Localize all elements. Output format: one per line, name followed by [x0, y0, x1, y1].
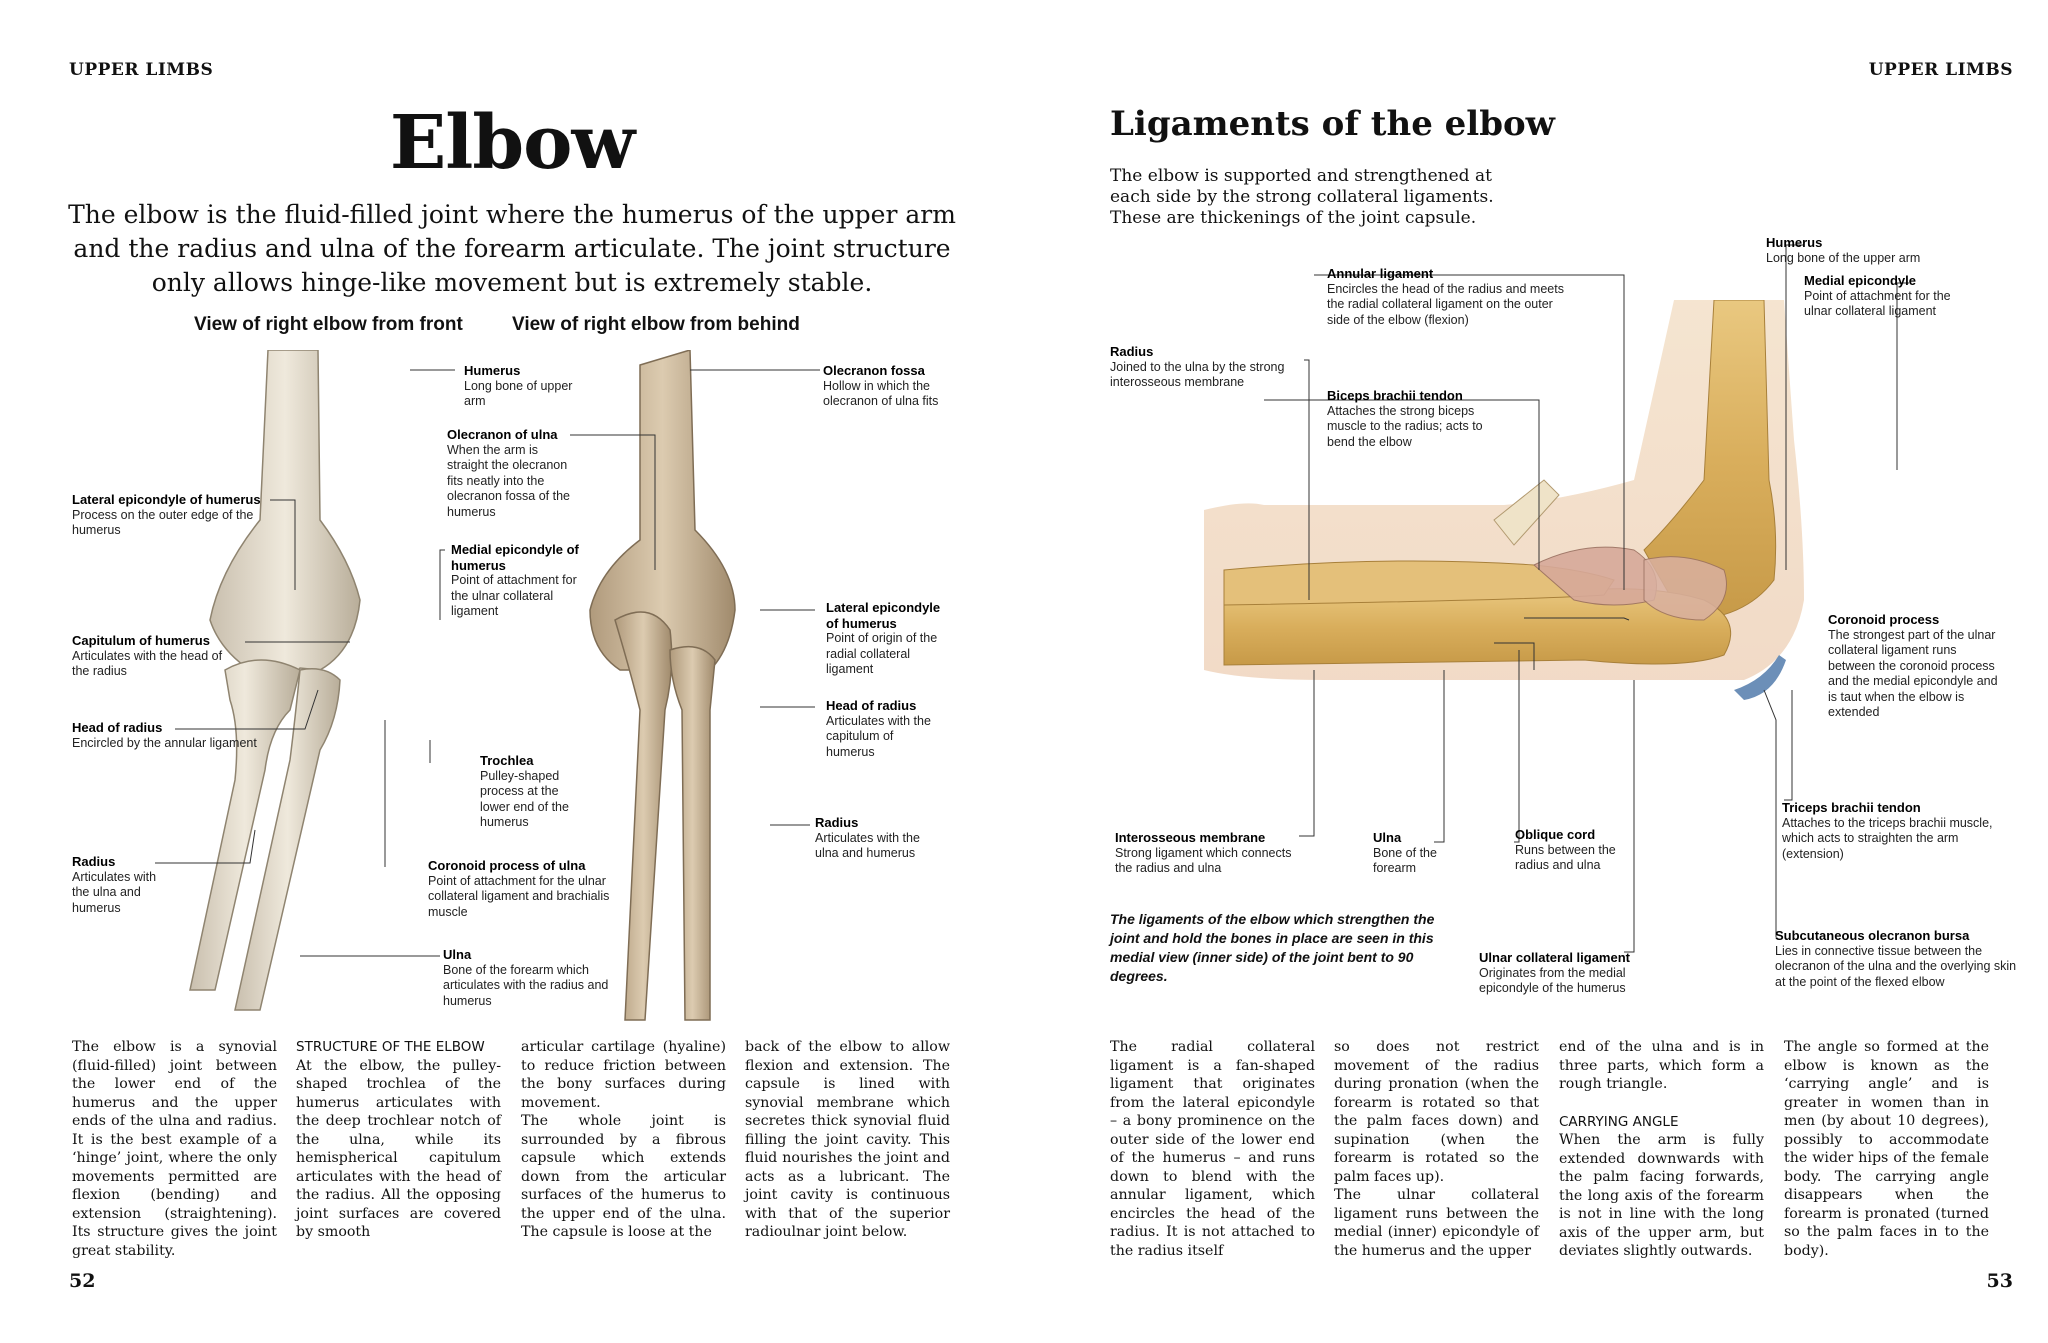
body-column-3: [1559, 1038, 1764, 1261]
body-column-3: articular cartilage (hyaline) to reduce friction between the bony surfaces during movement. The whole joint is surrounded by a fibrous capsule which extends down from the articular surfaces of the humerus to the upper end of the ulna. The capsule is loose at the: [521, 1039, 726, 1240]
section-heading: CARRYING ANGLE: [1559, 1113, 1679, 1130]
label-capitulum: Capitulum of humerus Articulates with the head of the radius: [72, 633, 223, 678]
label-head-of-radius-back: Head of radius Articulates with the capitulum of humerus: [826, 698, 931, 759]
label-olecranon-fossa: Olecranon fossa Hollow in which the olecranon of ulna fits: [823, 363, 939, 408]
label-humerus: Humerus Long bone of upper arm: [464, 363, 573, 408]
label-lateral-epicondyle-back: Lateral epicondyle of humerus Point of origin of the radial collateral ligament: [826, 600, 941, 676]
label-ulna: Ulna Bone of the forearm which articulates with the radius and humerus: [443, 947, 609, 1008]
label-lateral-epicondyle: Lateral epicondyle of humerus Process on the outer edge of the humerus: [72, 492, 261, 537]
figure-caption: The ligaments of the elbow which strengthen the joint and hold the bones in place are seen in this medial view (inner side) of the joint bent to 90 degrees.: [1110, 911, 1435, 984]
label-olecranon: Olecranon of ulna When the arm is straight the olecranon fits neatly into the olecranon fossa of the humerus: [447, 427, 570, 519]
page-number: 53: [1986, 1270, 2013, 1292]
right-page: [1024, 0, 2048, 1343]
label-radius: Radius Articulates with the ulna and humerus: [72, 854, 157, 915]
body-column-3-text-b: When the arm is fully extended downwards with the palm facing forwards, the long axis of the forearm is not in line with the long axis of the upper arm, but deviates slightly outwards.: [1559, 1132, 1764, 1259]
label-humerus: Humerus Long bone of the upper arm: [1766, 235, 1921, 265]
label-coronoid-process: Coronoid process The strongest part of the ulnar collateral ligament runs between the coronoid process and the medial epicondyle and is taut when the elbow is extended: [1828, 612, 1998, 719]
running-head: UPPER LIMBS: [1868, 60, 2013, 80]
view-front-label: View of right elbow from front: [194, 314, 463, 335]
label-interosseous: Interosseous membrane Strong ligament which connects the radius and ulna: [1115, 830, 1292, 875]
body-column-4: back of the elbow to allow flexion and extension. The capsule is lined with synovial membrane which secretes thick synovial fluid filling the joint cavity. This fluid nourishes the joint and acts as a lubricant. The joint cavity is continuous with that of the superior radioulnar joint below.: [745, 1039, 950, 1240]
body-column-2: [296, 1038, 501, 1242]
body-column-2: so does not restrict movement of the radius during pronation (when the forearm is rotated so that the palm faces down) and supination (when the forearm is rotated so the palm faces up). The ulnar collateral ligament runs between the medial (inner) epicondyle of the humerus and the upper: [1334, 1039, 1539, 1259]
body-column-1: The radial collateral ligament is a fan-shaped ligament that originates from the lateral epicondyle – a bony prominence on the outer side of the lower end of the humerus – and runs down to blend with the annular ligament, which encircles the head of the radius. It is not attached to the radius itself: [1110, 1039, 1315, 1259]
leader-lines-right: [1024, 0, 2048, 1040]
body-column-3-text-a: end of the ulna and is in three parts, which form a rough triangle.: [1559, 1039, 1764, 1092]
label-ulnar-collateral: Ulnar collateral ligament Originates from the medial epicondyle of the humerus: [1479, 950, 1630, 995]
label-olecranon-bursa: Subcutaneous olecranon bursa Lies in connective tissue between the olecranon of the ulna and the overlying skin at the point of the flexed elbow: [1775, 928, 2017, 989]
body-column-1: The elbow is a synovial (fluid-filled) joint between the lower end of the humerus and the upper ends of the ulna and radius. It is the best example of a ‘hinge’ joint, where the only movements permitted are flexion (bending) and extension (straightening). Its structure gives the joint great stability.: [72, 1039, 277, 1259]
label-annular-ligament: Annular ligament Encircles the head of the radius and meets the radial collateral ligament on the outer side of the elbow (flexion): [1327, 266, 1564, 327]
label-radius: Radius Joined to the ulna by the strong interosseous membrane: [1110, 344, 1285, 389]
label-coronoid: Coronoid process of ulna Point of attachment for the ulnar collateral ligament and brachialis muscle: [428, 858, 610, 919]
page-title: Ligaments of the elbow: [1110, 104, 1555, 144]
view-behind-label: View of right elbow from behind: [512, 314, 800, 335]
section-heading: STRUCTURE OF THE ELBOW: [296, 1039, 485, 1055]
label-oblique-cord: Oblique cord Runs between the radius and ulna: [1515, 827, 1616, 872]
label-trochlea: Trochlea Pulley-shaped process at the lower end of the humerus: [480, 753, 569, 829]
label-triceps-tendon: Triceps brachii tendon Attaches to the triceps brachii muscle, which acts to straighten the arm (extension): [1782, 800, 1993, 861]
label-ulna: Ulna Bone of the forearm: [1373, 830, 1437, 875]
page-title: Elbow: [389, 100, 635, 186]
label-radius-back: Radius Articulates with the ulna and humerus: [815, 815, 920, 860]
intro-text: The elbow is supported and strengthened at each side by the strong collateral ligaments. These are thickenings of the joint capsule.: [1110, 166, 1494, 228]
body-column-2-text: At the elbow, the pulley-shaped trochlea of the humerus articulates with the deep trochlear notch of the ulna, while its hemispherical capitulum articulates with the head of the radius. All the opposing joint surfaces are covered by smooth: [296, 1057, 501, 1240]
label-biceps-tendon: Biceps brachii tendon Attaches the strong biceps muscle to the radius; acts to bend the elbow: [1327, 388, 1483, 449]
page-number: 52: [69, 1270, 96, 1292]
running-head: UPPER LIMBS: [69, 60, 214, 80]
intro-text: The elbow is the fluid-filled joint where the humerus of the upper arm and the radius and ulna of the forearm articulate. The joint structure only allows hinge-like movement but is extremely stable.: [68, 200, 956, 297]
label-head-of-radius: Head of radius Encircled by the annular ligament: [72, 720, 257, 750]
label-medial-epicondyle: Medial epicondyle of humerus Point of attachment for the ulnar collateral ligament: [451, 542, 579, 618]
body-column-4: The angle so formed at the elbow is known as the ‘carrying angle’ and is greater in women than in men (by about 10 degrees), possibly to accommodate the wider hips of the female body. The carrying angle disappears when the forearm is pronated (turned so the palm faces in to the body).: [1784, 1039, 1989, 1259]
label-medial-epicondyle: Medial epicondyle Point of attachment for the ulnar collateral ligament: [1804, 273, 1951, 318]
